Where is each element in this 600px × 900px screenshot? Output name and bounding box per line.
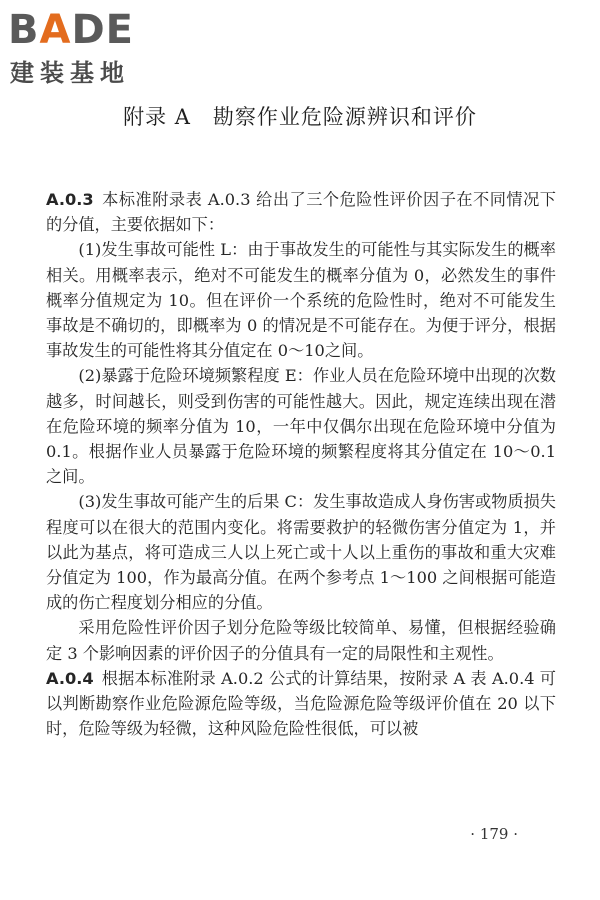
paragraph-a04: [46, 666, 556, 742]
logo-chinese-name: 建装基地: [10, 59, 130, 87]
paragraph-summary: 采用危险性评价因子划分危险等级比较简单、易懂，但根据经验确定 3 个影响因素的评价因子的分值具有一定的局限性和主观性。: [46, 618, 556, 663]
logo-wordmark: [8, 8, 134, 52]
logo-letter-b: B: [8, 7, 40, 53]
clause-number: A.0.4: [46, 668, 94, 688]
logo: [8, 8, 183, 88]
paragraph-text: 根据本标准附录 A.0.2 公式的计算结果，按附录 A 表 A.0.4 可以判断勘察作业危险源危险等级，当危险源危险等级评价值在 20 以下时，危险等级为轻微，这种风险危险性很低，可以被: [46, 668, 556, 739]
logo-letter-a: A: [39, 7, 72, 53]
body-text: [46, 187, 556, 741]
paragraph-text: 本标准附录表 A.0.3 给出了三个危险性评价因子在不同情况下的分值，主要依据如下：: [46, 190, 556, 235]
paragraph-exposure: (2)暴露于危险环境频繁程度 E：作业人员在危险环境中出现的次数越多，时间越长，则受到伤害的可能性越大。因此，规定连续出现在潜在危险环境的频率分值为 10，一年中仅偶尔出现在危险环境中分值为 0.1。根据作业人员暴露于危险环境的频繁程度将其分值定在 10～0.1 之间。: [46, 366, 556, 487]
paragraph-a03: [46, 187, 556, 237]
page-number: · 179 ·: [470, 825, 518, 843]
appendix-title: 附录 A 勘察作业危险源辨识和评价: [123, 105, 477, 129]
logo-letters-de: DE: [71, 7, 134, 53]
paragraph-likelihood: (1)发生事故可能性 L：由于事故发生的可能性与其实际发生的概率相关。用概率表示，绝对不可能发生的概率分值为 0，必然发生的事件概率分值规定为 10。但在评价一个系统的危险性时，绝对不可能发生事故是不确切的，即概率为 0 的情况是不可能存在。为便于评分，根据事故发生的可能性将其分值定在 0～10之间。: [46, 240, 556, 361]
clause-number: A.0.3: [46, 190, 94, 209]
paragraph-consequence: (3)发生事故可能产生的后果 C：发生事故造成人身伤害或物质损失程度可以在很大的范围内变化。将需要救护的轻微伤害分值定为 1，并以此为基点，将可造成三人以上死亡或十人以上重伤的事故和重大灾难分值定为 100，作为最高分值。在两个参考点 1～100 之间根据可能造成的伤亡程度划分相应的分值。: [46, 492, 556, 613]
